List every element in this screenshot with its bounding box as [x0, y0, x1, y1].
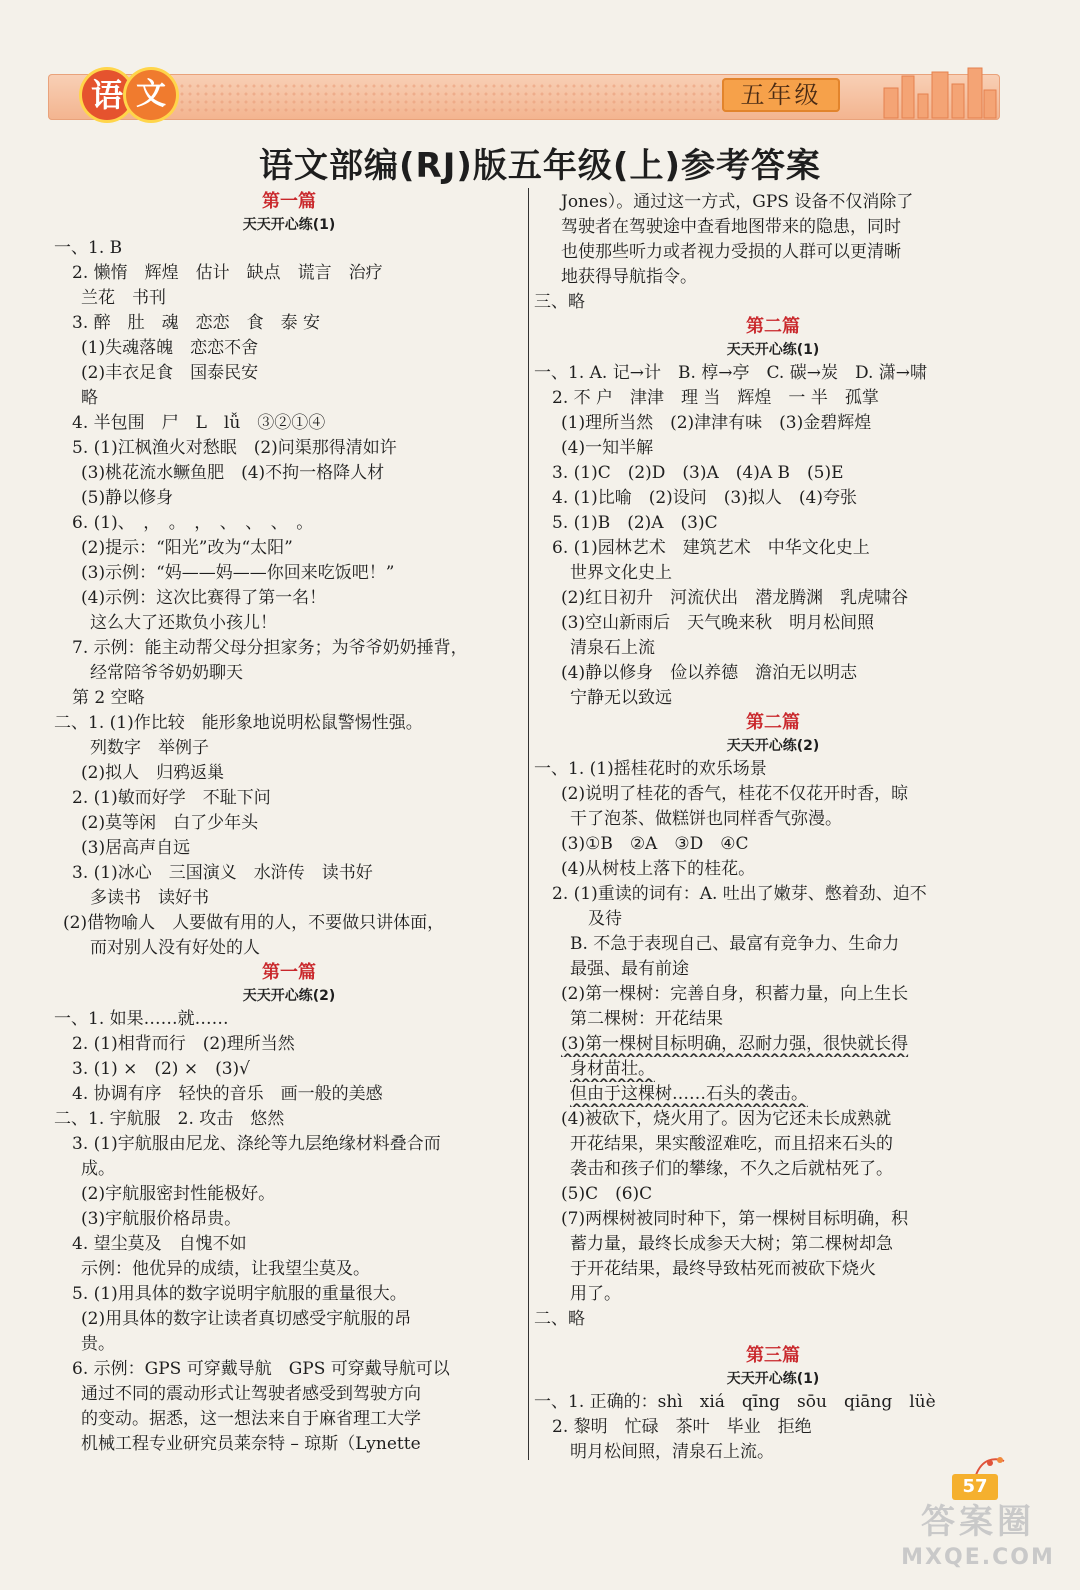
answer-line — [534, 386, 1012, 411]
logo-char-1: 语 — [82, 70, 132, 120]
answer-line — [54, 1257, 524, 1282]
answer-line — [54, 1407, 524, 1432]
answer-text: 用了。 — [570, 1284, 621, 1304]
answer-text: (2)借物喻人 人要做有用的人，不要做只讲体面， — [63, 913, 445, 933]
answer-line — [534, 882, 1012, 907]
section-heading: 第一篇 — [262, 962, 316, 983]
answer-line — [534, 932, 1012, 957]
answer-text: (4)静以修身 俭以养德 澹泊无以明志 — [561, 663, 858, 683]
answer-line — [54, 861, 524, 886]
grade-label: 五年级 — [722, 78, 840, 112]
page-number: 57 — [952, 1474, 998, 1500]
answer-text: (7)两棵树被同时种下，第一棵树目标明确，积 — [561, 1209, 909, 1229]
page-title: 语文部编(RJ)版五年级(上)参考答案 — [259, 146, 821, 186]
answer-text: 7. 示例：能主动帮父母分担家务；为爷爷奶奶捶背， — [72, 638, 468, 658]
section-heading: 第一篇 — [262, 191, 316, 212]
answer-text: 6. (1)园林艺术 建筑艺术 中华文化史上 — [552, 538, 870, 558]
answer-line — [54, 1182, 524, 1207]
answer-line — [54, 1157, 524, 1182]
answer-text: 清泉石上流 — [570, 638, 655, 658]
answer-line — [534, 265, 1012, 290]
answer-text: 通过不同的震动形式让驾驶者感受到驾驶方向 — [81, 1384, 421, 1404]
answer-text: 及待 — [588, 909, 622, 929]
exercise-heading: 天天开心练(2) — [242, 988, 336, 1004]
answer-line — [534, 461, 1012, 486]
answer-line — [54, 386, 524, 411]
answer-line — [54, 1232, 524, 1257]
answer-text: 经常陪爷爷奶奶聊天 — [90, 663, 243, 683]
answer-text: 身材苗壮。 — [570, 1059, 655, 1079]
answer-text: 2. 不 户 津津 理 当 辉煌 一 半 孤掌 — [552, 388, 879, 408]
watermark-domain: MXQE.COM — [901, 1545, 1055, 1570]
answer-line — [534, 611, 1012, 636]
answer-line — [54, 711, 524, 736]
answer-line — [534, 436, 1012, 461]
answer-text: 3. 醉 肚 魂 恋恋 食 泰 安 — [72, 313, 321, 333]
answer-line — [534, 907, 1012, 932]
answer-line — [54, 611, 524, 636]
answer-line — [534, 807, 1012, 832]
answer-text: (2)提示：“阳光”改为“太阳” — [81, 538, 293, 558]
answer-text: (2)用具体的数字让读者真切感受宇航服的昂 — [81, 1309, 412, 1329]
answer-text: B. 不急于表现自己、最富有竞争力、生命力 — [570, 934, 900, 954]
answer-text: (3)桃花流水鳜鱼肥 (4)不拘一格降人材 — [81, 463, 385, 483]
answer-line — [54, 286, 524, 311]
section-heading: 第二篇 — [746, 712, 800, 733]
left-column — [54, 190, 524, 1457]
answer-text: 5. (1)江枫渔火对愁眠 (2)问渠那得清如许 — [72, 438, 397, 458]
answer-text: 驾驶者在驾驶途中查看地图带来的隐患，同时 — [561, 217, 901, 237]
answer-line — [54, 1357, 524, 1382]
answer-line — [534, 586, 1012, 611]
answer-line — [534, 1440, 1012, 1465]
answer-line — [534, 411, 1012, 436]
answer-line — [54, 661, 524, 686]
answer-text: 2. 黎明 忙碌 茶叶 毕业 拒绝 — [552, 1417, 812, 1437]
answer-text: (3)居高声自远 — [81, 838, 191, 858]
answer-text: (3)示例：“妈——妈——你回来吃饭吧！” — [81, 563, 395, 583]
answer-text: 2. (1)重读的词有：A. 吐出了嫩芽、憋着劲、迫不 — [552, 884, 927, 904]
answer-line — [54, 1132, 524, 1157]
answer-text: (4)示例：这次比赛得了第一名！ — [81, 588, 327, 608]
answer-line — [54, 936, 524, 961]
answer-text: (4)一知半解 — [561, 438, 654, 458]
answer-text: 多读书 读好书 — [90, 888, 209, 908]
answer-line — [54, 236, 524, 261]
answer-line — [54, 511, 524, 536]
answer-text: (3)空山新雨后 天气晚来秋 明月松间照 — [561, 613, 875, 633]
answer-text: 一、1. B — [54, 238, 123, 258]
answer-text: 但由于这棵树……石头的袭击。 — [570, 1084, 808, 1104]
answer-line — [54, 836, 524, 861]
answer-line — [534, 1032, 1012, 1057]
answer-line — [54, 811, 524, 836]
answer-text: 于开花结果，最终导致枯死而被砍下烧火 — [570, 1259, 876, 1279]
exercise-heading: 天天开心练(1) — [242, 217, 336, 233]
answer-line — [54, 736, 524, 761]
answer-line — [54, 311, 524, 336]
answer-line — [534, 486, 1012, 511]
answer-line — [534, 1132, 1012, 1157]
answer-text: 3. (1) × (2) × (3)√ — [72, 1059, 250, 1079]
answer-line — [54, 336, 524, 361]
answer-text: 2. 懒惰 辉煌 估计 缺点 谎言 治疗 — [72, 263, 383, 283]
banner-dot-pattern — [178, 82, 738, 112]
answer-text: 的变动。据悉，这一想法来自于麻省理工大学 — [81, 1409, 421, 1429]
answer-line — [54, 686, 524, 711]
answer-text: 蓄力量，最终长成参天大树；第二棵树却急 — [570, 1234, 893, 1254]
answer-line — [54, 361, 524, 386]
answer-line — [534, 782, 1012, 807]
answer-line — [534, 1307, 1012, 1332]
watermark-text: 答案圈 — [921, 1502, 1035, 1542]
answer-text: 略 — [81, 388, 98, 408]
answer-text: 兰花 书刊 — [81, 288, 166, 308]
answer-line — [54, 486, 524, 511]
answer-text: 5. (1)B (2)A (3)C — [552, 513, 718, 533]
answer-text: 二、1. (1)作比较 能形象地说明松鼠警惕性强。 — [54, 713, 423, 733]
answer-line — [54, 886, 524, 911]
answer-line — [54, 1207, 524, 1232]
subject-logo — [64, 62, 182, 124]
answer-text: 6. (1)、 ， 。 ， 、 、 、 。 — [72, 513, 314, 533]
answer-line — [54, 561, 524, 586]
answer-line — [54, 1057, 524, 1082]
answer-line — [534, 511, 1012, 536]
answer-text: 开花结果，果实酸涩难吃，而且招来石头的 — [570, 1134, 893, 1154]
answer-text: 一、1. (1)摇桂花时的欢乐场景 — [534, 759, 767, 779]
answer-line — [54, 636, 524, 661]
answer-line — [54, 436, 524, 461]
answer-text: 二、略 — [534, 1309, 585, 1329]
answer-text: 最强、最有前途 — [570, 959, 689, 979]
answer-text: 贵。 — [81, 1334, 115, 1354]
answer-text: 也使那些听力或者视力受损的人群可以更清晰 — [561, 242, 901, 262]
answer-line — [534, 240, 1012, 265]
answer-line — [534, 636, 1012, 661]
answer-text: 一、1. 如果……就…… — [54, 1009, 229, 1029]
answer-text: 4. 协调有序 轻快的音乐 画一般的美感 — [72, 1084, 383, 1104]
answer-line — [54, 1332, 524, 1357]
answer-text: 3. (1)冰心 三国演义 水浒传 读书好 — [72, 863, 373, 883]
column-divider — [528, 188, 529, 1460]
answer-text: (5)C (6)C — [561, 1184, 653, 1204]
logo-char-2: 文 — [126, 70, 176, 120]
answer-line — [534, 857, 1012, 882]
exercise-heading: 天天开心练(1) — [726, 1371, 820, 1387]
answer-text: 一、1. A. 记→计 B. 椁→亭 C. 碳→炭 D. 潇→啸 — [534, 363, 928, 383]
answer-text: 一、1. 正确的：shì xiá qīng sōu qiāng lüè — [534, 1392, 936, 1412]
answer-line — [534, 1007, 1012, 1032]
answer-line — [534, 957, 1012, 982]
answer-line — [534, 1182, 1012, 1207]
answer-text: 干了泡茶、做糕饼也同样香气弥漫。 — [570, 809, 842, 829]
answer-text: 成。 — [81, 1159, 115, 1179]
answer-text: 这么大了还欺负小孩儿！ — [90, 613, 277, 633]
answer-text: (3)宇航服价格昂贵。 — [81, 1209, 242, 1229]
answer-line — [534, 1282, 1012, 1307]
answer-text: 5. (1)用具体的数字说明宇航服的重量很大。 — [72, 1284, 407, 1304]
answer-line — [534, 536, 1012, 561]
answer-text: 示例：他优异的成绩，让我望尘莫及。 — [81, 1259, 370, 1279]
answer-text: (2)拟人 归鸦返巢 — [81, 763, 225, 783]
answer-text: (2)丰衣足食 国泰民安 — [81, 363, 259, 383]
section-heading: 第二篇 — [746, 316, 800, 337]
answer-line — [54, 1307, 524, 1332]
answer-text: 宁静无以致远 — [570, 688, 672, 708]
answer-line — [54, 1007, 524, 1032]
answer-text: (4)被砍下，烧火用了。因为它还未长成熟就 — [561, 1109, 892, 1129]
exercise-heading: 天天开心练(2) — [726, 738, 820, 754]
answer-line — [54, 1432, 524, 1457]
answer-line — [54, 911, 524, 936]
answer-text: 而对别人没有好处的人 — [90, 938, 260, 958]
answer-text: (2)红日初升 河流伏出 潜龙腾渊 乳虎啸谷 — [561, 588, 909, 608]
answer-text: (2)第一棵树：完善自身，积蓄力量，向上生长 — [561, 984, 909, 1004]
answer-text: 列数字 举例子 — [90, 738, 209, 758]
answer-line — [54, 536, 524, 561]
answer-text: (3)第一棵树目标明确，忍耐力强，很快就长得 — [561, 1034, 909, 1054]
answer-line — [534, 1107, 1012, 1132]
answer-text: 三、略 — [534, 292, 585, 312]
answer-line — [54, 1282, 524, 1307]
answer-text: 2. (1)敏而好学 不耻下问 — [72, 788, 271, 808]
answer-line — [54, 1032, 524, 1057]
watermark — [888, 1500, 1068, 1580]
answer-line — [54, 786, 524, 811]
answer-text: 机械工程专业研究员莱奈特 – 琼斯（Lynette — [81, 1434, 421, 1454]
answer-line — [534, 561, 1012, 586]
answer-line — [54, 461, 524, 486]
answer-line — [534, 982, 1012, 1007]
answer-line — [54, 586, 524, 611]
answer-text: 二、1. 宇航服 2. 攻击 悠然 — [54, 1109, 285, 1129]
answer-line — [54, 261, 524, 286]
answer-line — [534, 757, 1012, 782]
answer-text: Jones）。通过这一方式，GPS 设备不仅消除了 — [561, 192, 914, 212]
answer-text: (2)宇航服密封性能极好。 — [81, 1184, 276, 1204]
answer-line — [534, 1082, 1012, 1107]
answer-text: 4. 望尘莫及 自愧不如 — [72, 1234, 247, 1254]
exercise-heading: 天天开心练(1) — [726, 342, 820, 358]
answer-text: 4. 半包围 尸 L lǚ ③②①④ — [72, 413, 326, 433]
answer-text: 地获得导航指令。 — [561, 267, 697, 287]
answer-line — [54, 1382, 524, 1407]
skyline-decoration-icon — [880, 66, 1000, 120]
answer-line — [534, 1232, 1012, 1257]
answer-line — [54, 1107, 524, 1132]
answer-line — [534, 1390, 1012, 1415]
answer-line — [534, 661, 1012, 686]
answer-text: 第二棵树：开花结果 — [570, 1009, 723, 1029]
answer-line — [534, 832, 1012, 857]
answer-line — [54, 411, 524, 436]
answer-line — [534, 1207, 1012, 1232]
answer-text: 3. (1)C (2)D (3)A (4)A B (5)E — [552, 463, 844, 483]
answer-text: 世界文化史上 — [570, 563, 672, 583]
answer-text: 3. (1)宇航服由尼龙、涤纶等九层绝缘材料叠合而 — [72, 1134, 441, 1154]
answer-text: 2. (1)相背而行 (2)理所当然 — [72, 1034, 295, 1054]
answer-text: (2)莫等闲 白了少年头 — [81, 813, 259, 833]
right-column — [534, 190, 1012, 1465]
answer-line — [534, 1257, 1012, 1282]
answer-text: (1)失魂落魄 恋恋不舍 — [81, 338, 259, 358]
answer-text: 4. (1)比喻 (2)设问 (3)拟人 (4)夸张 — [552, 488, 857, 508]
answer-text: (4)从树枝上落下的桂花。 — [561, 859, 756, 879]
answer-line — [534, 361, 1012, 386]
answer-text: 明月松间照，清泉石上流。 — [570, 1442, 774, 1462]
section-heading: 第三篇 — [746, 1345, 800, 1366]
answer-line — [534, 1415, 1012, 1440]
answer-line — [534, 686, 1012, 711]
header-banner — [48, 74, 1000, 120]
answer-text: 第 2 空略 — [72, 688, 145, 708]
spacer — [534, 1332, 1012, 1344]
answer-text: 袭击和孩子们的攀缘，不久之后就枯死了。 — [570, 1159, 893, 1179]
answer-line — [54, 761, 524, 786]
answer-text: 6. 示例：GPS 可穿戴导航 GPS 可穿戴导航可以 — [72, 1359, 450, 1379]
answer-line — [534, 1157, 1012, 1182]
answer-line — [534, 1057, 1012, 1082]
answer-text: (2)说明了桂花的香气，桂花不仅花开时香，晾 — [561, 784, 909, 804]
answer-line — [534, 190, 1012, 215]
answer-text: (1)理所当然 (2)津津有味 (3)金碧辉煌 — [561, 413, 872, 433]
answer-line — [534, 290, 1012, 315]
answer-text: (3)①B ②A ③D ④C — [561, 834, 749, 854]
answer-line — [534, 215, 1012, 240]
answer-text: (5)静以修身 — [81, 488, 174, 508]
answer-line — [54, 1082, 524, 1107]
